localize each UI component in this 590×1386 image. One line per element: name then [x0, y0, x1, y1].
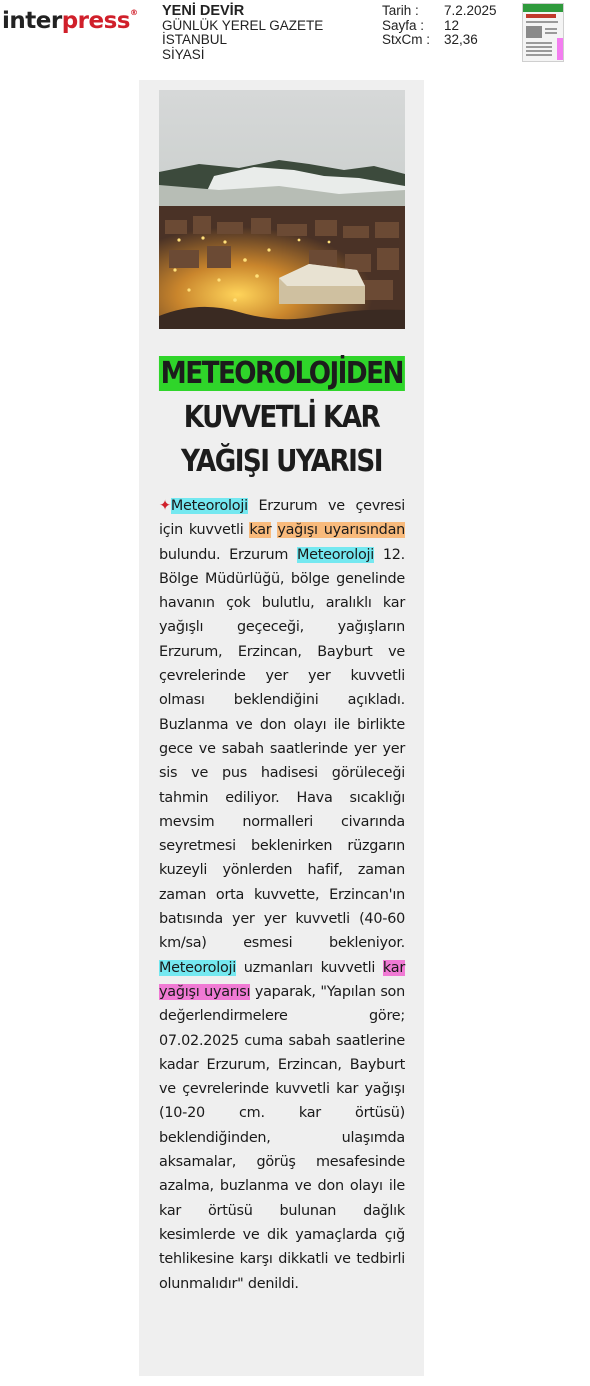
headline-highlight: METEOROLOJİDEN — [160, 356, 403, 391]
date-value: 7.2.2025 — [444, 3, 497, 18]
date-label: Tarih : — [382, 3, 419, 18]
page-label: Sayfa : — [382, 17, 425, 33]
body-text-run: 12. Bölge Müdürlüğü, bölge genelinde havanın çok bulutlu, aralıklı kar yağışlı geçeceği, yağışların Erzurum, Erzincan, Bayburt ve çevrelerinde yer yer kuvvetli olması beklendiğini açıkladı. Buzlanma ve don olayı ile birlikte gece ve sabah saatlerinde yer yer sis ve pus hadisesi görüleceği tahmin ediliyor. Hava sıcaklığı mevsim normalleri civarında seyretmesi beklenirken rüzgarın kuzeyli yönlerden hafif, zaman zaman orta kuvvette, Erzincan'ın batısında yer yer kuvvetli (40-60 km/sa) esmesi bekleniyor. — [159, 546, 405, 952]
thumbnail-line — [545, 28, 557, 30]
thumbnail-masthead — [523, 4, 563, 12]
snowy-city-night-image — [159, 90, 405, 329]
article-headline — [159, 352, 404, 484]
thumbnail-line — [526, 42, 552, 44]
highlight-keyword: yağışı uyarısından — [277, 522, 406, 539]
publication-section: SİYASİ — [162, 46, 205, 62]
headline-line-2: KUVVETLİ KAR — [183, 400, 380, 435]
thumbnail-title — [526, 14, 556, 18]
body-text-run: uzmanları kuvvetli — [236, 959, 383, 976]
thumbnail-line — [526, 50, 552, 52]
highlight-keyword: Meteoroloji — [159, 959, 237, 976]
highlight-keyword: yağışı uyarısı — [159, 983, 251, 1000]
headline-line-3: YAĞIŞI UYARISI — [181, 444, 382, 479]
stxcm-row — [382, 33, 497, 48]
thumbnail-line — [526, 21, 558, 23]
logo-registered-mark: ® — [130, 8, 138, 17]
page-row — [382, 19, 497, 34]
thumbnail-photo — [526, 26, 542, 38]
headline-line-1 — [159, 352, 404, 396]
stxcm-value: 32,36 — [444, 32, 478, 47]
publication-name: YENİ DEVİR — [162, 3, 245, 19]
thumbnail-line — [545, 32, 557, 34]
article-body — [159, 494, 405, 1296]
page-thumbnail[interactable] — [522, 3, 564, 62]
logo-text-accent: press — [61, 8, 130, 34]
thumbnail-line — [526, 54, 552, 56]
thumbnail-line — [526, 46, 552, 48]
article-photo — [159, 90, 405, 329]
bullet-star-icon: ✦ — [159, 498, 171, 514]
interpress-logo — [2, 8, 138, 34]
highlight-keyword: kar — [249, 522, 272, 539]
highlight-keyword: Meteoroloji — [296, 546, 375, 563]
highlight-keyword: Meteoroloji — [170, 498, 248, 514]
publication-type: GÜNLÜK YEREL GAZETE — [162, 17, 324, 33]
publication-city: İSTANBUL — [162, 32, 228, 47]
body-text-run: yaparak, "Yapılan son değerlendirmelere göre; 07.02.2025 cuma sabah saatlerine kadar Erzurum, Erzincan, Bayburt ve çevrelerinde kuvvetli kar yağışı (10-20 cm. kar örtüsü) beklendiğinden, ulaşımda aksamalar, görüş mesafesinde azalma, buzlanma ve don olayı ile kar örtüsü bulunan dağlık kesimlerde ve dik yamaçlarda çığ tehlikesine karşı dikkatli ve tedbirli olunmalıdır" denildi. — [159, 983, 405, 1292]
article-clipping — [139, 80, 424, 1376]
date-row — [382, 4, 497, 19]
stxcm-label: StxCm : — [382, 32, 431, 47]
logo-text-main: inter — [2, 8, 62, 34]
thumbnail-article-marker — [557, 38, 563, 60]
body-text-run: bulundu. Erzurum — [159, 546, 297, 563]
highlight-keyword: kar — [382, 959, 405, 976]
body-text-run: Erzurum ve çevresi için kuvvetli — [159, 498, 405, 539]
publication-info — [162, 4, 323, 62]
page-value: 12 — [444, 17, 460, 33]
clipping-meta — [382, 4, 497, 48]
